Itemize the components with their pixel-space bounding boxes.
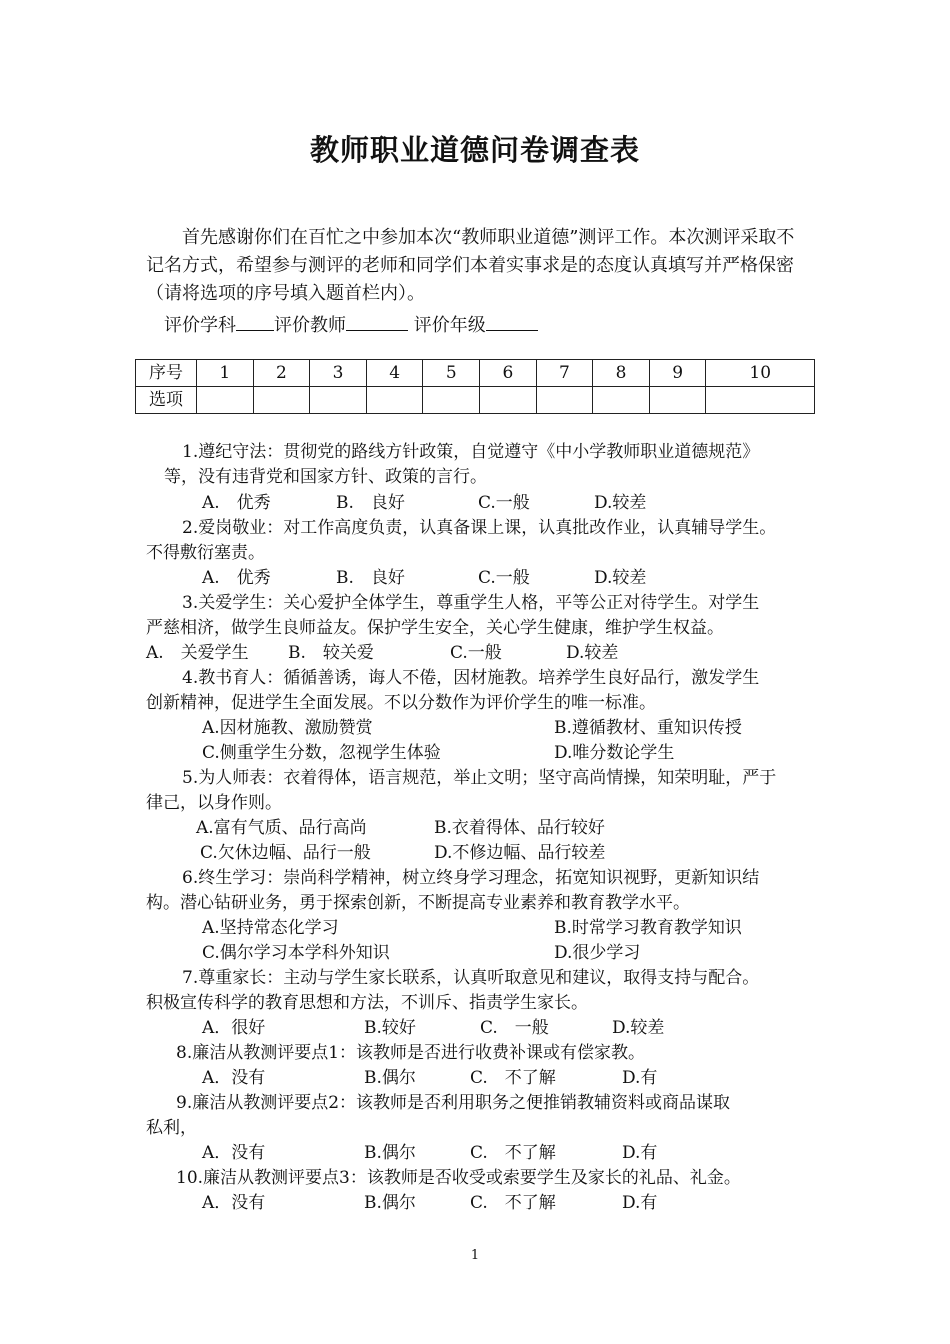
question-9-option-c: C. 不了解 bbox=[470, 1143, 556, 1163]
grade-blank[interactable] bbox=[486, 312, 538, 331]
question-1-line-1: 1.遵纪守法：贯彻党的路线方针政策，自觉遵守《中小学教师职业道德规范》 bbox=[182, 442, 760, 462]
question-5-option-a: A.富有气质、品行高尚 bbox=[196, 818, 367, 838]
question-number-cell: 1 bbox=[197, 360, 254, 387]
question-8-option-a: A．没有 bbox=[202, 1068, 266, 1088]
question-3-option-d: D.较差 bbox=[566, 643, 619, 663]
subject-blank[interactable] bbox=[236, 312, 274, 331]
question-2-option-c: C.一般 bbox=[478, 568, 530, 588]
question-10-line-1: 10.廉洁从教测评要点3：该教师是否收受或索要学生及家长的礼品、礼金。 bbox=[176, 1168, 741, 1188]
intro-paragraph: 首先感谢你们在百忙之中参加本次“教师职业道德”测评工作。本次测评采取不记名方式，希望参与测评的老师和同学们本着实事求是的态度认真填写并严格保密（请将选项的序号填入题首栏内）。 bbox=[146, 227, 795, 304]
question-3-line-2: 严慈相济，做学生良师益友。保护学生安全，关心学生健康，维护学生权益。 bbox=[146, 618, 724, 638]
answer-table bbox=[135, 359, 815, 414]
question-2-option-b: B. 良好 bbox=[336, 568, 405, 588]
question-6-line-1: 6.终生学习：崇尚科学精神，树立终身学习理念，拓宽知识视野，更新知识结 bbox=[182, 868, 760, 888]
answer-table-option-row bbox=[136, 387, 815, 414]
question-3-option-a: A. 关爱学生 bbox=[146, 643, 249, 663]
question-2-line-1: 2.爱岗敬业：对工作高度负责，认真备课上课，认真批改作业，认真辅导学生。 bbox=[182, 518, 777, 538]
question-3-line-1: 3.关爱学生：关心爱护全体学生，尊重学生人格，平等公正对待学生。对学生 bbox=[182, 593, 760, 613]
question-number-cell: 5 bbox=[423, 360, 480, 387]
question-10-option-b: B.偶尔 bbox=[364, 1193, 416, 1213]
evaluation-fields bbox=[164, 312, 538, 340]
question-number-cell: 8 bbox=[593, 360, 650, 387]
question-3-option-b: B. 较关爱 bbox=[288, 643, 374, 663]
teacher-label: 评价教师 bbox=[274, 315, 346, 336]
document-title: 教师职业道德问卷调查表 bbox=[309, 133, 640, 167]
question-1-option-d: D.较差 bbox=[594, 493, 647, 513]
question-7-option-d: D.较差 bbox=[612, 1018, 665, 1038]
question-5-line-2: 律己，以身作则。 bbox=[146, 793, 282, 813]
answer-cell[interactable] bbox=[593, 387, 650, 414]
question-4-line-1: 4.教书育人：循循善诱，诲人不倦，因材施教。培养学生良好品行，激发学生 bbox=[182, 668, 760, 688]
question-10-option-d: D.有 bbox=[622, 1193, 658, 1213]
question-9-option-b: B.偶尔 bbox=[364, 1143, 416, 1163]
option-row-header: 选项 bbox=[136, 387, 197, 414]
subject-label: 评价学科 bbox=[164, 315, 236, 336]
question-5-option-b: B.衣着得体、品行较好 bbox=[434, 818, 605, 838]
answer-table-number-row bbox=[136, 360, 815, 387]
question-8-option-b: B.偶尔 bbox=[364, 1068, 416, 1088]
question-9-option-a: A．没有 bbox=[202, 1143, 266, 1163]
answer-cell[interactable] bbox=[706, 387, 815, 414]
question-7-line-2: 积极宣传科学的教育思想和方法，不训斥、指责学生家长。 bbox=[146, 993, 588, 1013]
page-number: 1 bbox=[470, 1248, 480, 1263]
answer-cell[interactable] bbox=[197, 387, 254, 414]
question-10-option-a: A．没有 bbox=[202, 1193, 266, 1213]
answer-cell[interactable] bbox=[480, 387, 537, 414]
answer-cell[interactable] bbox=[536, 387, 593, 414]
answer-cell[interactable] bbox=[649, 387, 706, 414]
question-4-option-b: B.遵循教材、重知识传授 bbox=[554, 718, 742, 738]
question-1-option-a: A. 优秀 bbox=[202, 493, 271, 513]
question-6-line-2: 构。潜心钻研业务，勇于探索创新，不断提高专业素养和教育教学水平。 bbox=[146, 893, 690, 913]
question-2-line-2: 不得敷衍塞责。 bbox=[146, 543, 265, 563]
question-5-line-1: 5.为人师表：衣着得体，语言规范，举止文明；坚守高尚情操，知荣明耻，严于 bbox=[182, 768, 777, 788]
question-6-option-a: A.坚持常态化学习 bbox=[202, 918, 339, 938]
question-9-line-2: 私利， bbox=[146, 1118, 197, 1138]
question-number-cell: 7 bbox=[536, 360, 593, 387]
question-number-cell: 3 bbox=[310, 360, 367, 387]
question-number-cell: 9 bbox=[649, 360, 706, 387]
question-2-option-d: D.较差 bbox=[594, 568, 647, 588]
answer-cell[interactable] bbox=[253, 387, 310, 414]
question-2-option-a: A. 优秀 bbox=[202, 568, 271, 588]
question-number-cell: 6 bbox=[480, 360, 537, 387]
question-8-line-1: 8.廉洁从教测评要点1：该教师是否进行收费补课或有偿家教。 bbox=[176, 1043, 646, 1063]
question-4-option-c: C.侧重学生分数，忽视学生体验 bbox=[202, 743, 441, 763]
question-7-option-c: C. 一般 bbox=[480, 1018, 549, 1038]
question-6-option-c: C.偶尔学习本学科外知识 bbox=[202, 943, 390, 963]
number-row-header: 序号 bbox=[136, 360, 197, 387]
question-7-line-1: 7.尊重家长：主动与学生家长联系，认真听取意见和建议，取得支持与配合。 bbox=[182, 968, 760, 988]
question-5-option-c: C.欠休边幅、品行一般 bbox=[200, 843, 371, 863]
question-5-option-d: D.不修边幅、品行较差 bbox=[434, 843, 606, 863]
answer-cell[interactable] bbox=[423, 387, 480, 414]
question-6-option-b: B.时常学习教育教学知识 bbox=[554, 918, 742, 938]
question-4-line-2: 创新精神，促进学生全面发展。不以分数作为评价学生的唯一标准。 bbox=[146, 693, 656, 713]
question-9-option-d: D.有 bbox=[622, 1143, 658, 1163]
question-number-cell: 10 bbox=[706, 360, 815, 387]
question-8-option-c: C. 不了解 bbox=[470, 1068, 556, 1088]
question-1-line-2: 等，没有违背党和国家方针、政策的言行。 bbox=[164, 467, 487, 487]
teacher-blank[interactable] bbox=[346, 312, 408, 331]
answer-cell[interactable] bbox=[366, 387, 423, 414]
grade-label: 评价年级 bbox=[413, 315, 486, 336]
question-10-option-c: C. 不了解 bbox=[470, 1193, 556, 1213]
question-7-option-b: B.较好 bbox=[364, 1018, 416, 1038]
question-9-line-1: 9.廉洁从教测评要点2：该教师是否利用职务之便推销教辅资料或商品谋取 bbox=[176, 1093, 731, 1113]
question-8-option-d: D.有 bbox=[622, 1068, 658, 1088]
answer-cell[interactable] bbox=[310, 387, 367, 414]
question-number-cell: 2 bbox=[253, 360, 310, 387]
question-1-option-b: B. 良好 bbox=[336, 493, 405, 513]
question-4-option-a: A.因材施教、激励赞赏 bbox=[202, 718, 373, 738]
question-number-cell: 4 bbox=[366, 360, 423, 387]
question-6-option-d: D.很少学习 bbox=[554, 943, 641, 963]
question-7-option-a: A．很好 bbox=[202, 1018, 266, 1038]
question-1-option-c: C.一般 bbox=[478, 493, 530, 513]
question-3-option-c: C.一般 bbox=[450, 643, 502, 663]
question-4-option-d: D.唯分数论学生 bbox=[554, 743, 675, 763]
